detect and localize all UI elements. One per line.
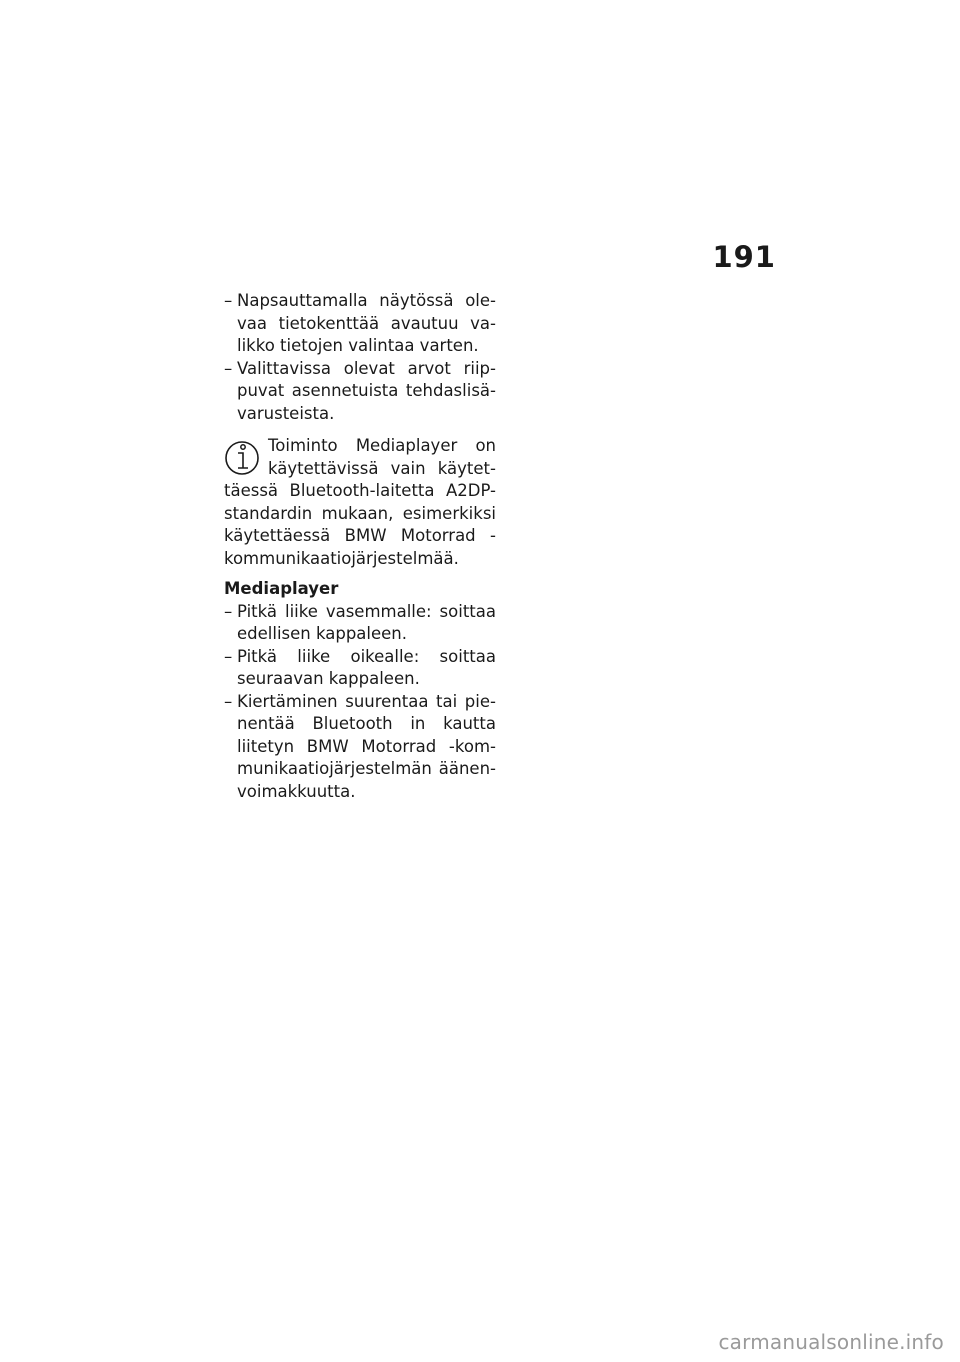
page-number: 191	[712, 240, 776, 274]
list-item: – Pitkä liike vasemmalle: soittaa edellisen kappaleen.	[224, 601, 496, 646]
mediaplayer-list	[224, 601, 496, 804]
list-item: – Napsauttamalla näytössä olevaa tietokenttää avautuu valikko tietojen valintaa varten.	[224, 290, 496, 358]
info-note	[224, 435, 496, 570]
section-heading: Mediaplayer	[224, 579, 339, 598]
content-column	[224, 290, 496, 803]
list-item: – Pitkä liike oikealle: soittaa seuraavan kappaleen.	[224, 646, 496, 691]
watermark: carmanualsonline.info	[718, 1330, 944, 1354]
info-icon	[224, 433, 262, 479]
intro-list	[224, 290, 496, 425]
list-item: – Kiertäminen suurentaa tai pienentää Bluetooth in kautta liitetyn BMW Motorrad -kommunikaatiojärjestelmän äänenvoimakkuutta.	[224, 691, 496, 804]
list-item: – Valittavissa olevat arvot riippuvat asennetuista tehdaslisävarusteista.	[224, 358, 496, 426]
note-text: Toiminto Mediaplayer on käytettävissä vain käytettäessä Bluetooth-laitetta A2DP-standardin mukaan, esimerkiksi käytettäessä BMW Motorrad -kommunikaatiojärjestelmää.	[224, 436, 496, 568]
